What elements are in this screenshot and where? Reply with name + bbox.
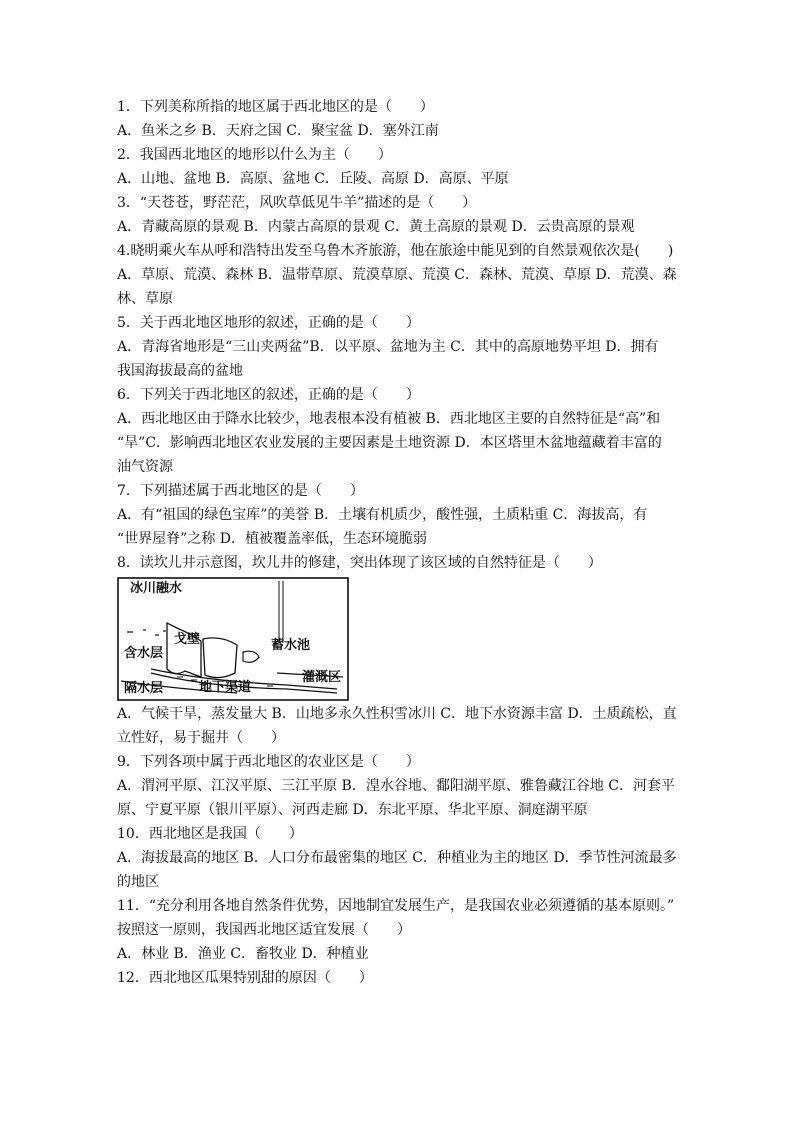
text-line: 油气资源 [117, 459, 173, 475]
text-line: “世界屋脊”之称 D．植被覆盖率低，生态环境脆弱 [117, 531, 427, 547]
text-line: 我国海拔最高的盆地 [117, 363, 243, 379]
label-glacier-meltwater: 冰川融水 [130, 581, 183, 596]
label-aquifer: 含水层 [124, 646, 164, 661]
text-line: 7．下列描述属于西北地区的是（ ） [117, 483, 364, 499]
label-irrigation-area: 灌溉区 [302, 670, 342, 685]
text-line: 10．西北地区是我国（ ） [117, 826, 303, 842]
text-line: 的地区 [117, 874, 159, 890]
text-line: 4.晓明乘火车从呼和浩特出发至乌鲁木齐旅游，他在旅途中能见到的自然景观依次是( ) [117, 243, 674, 259]
text-line: A．渭河平原、江汉平原、三江平原 B．湟水谷地、鄱阳湖平原、雅鲁藏江谷地 C．河套平 [117, 778, 676, 794]
text-line: A．有“祖国的绿色宝库”的美誉 B．土壤有机质少，酸性强，土质粘重 C．海拔高，有 [117, 507, 648, 523]
text-line: 8．读坎儿井示意图，坎儿井的修建，突出体现了该区域的自然特征是（ ） [117, 555, 602, 571]
label-reservoir: 蓄水池 [271, 638, 311, 653]
karez-diagram [117, 577, 349, 702]
text-line: A．鱼米之乡 B．天府之国 C．聚宝盆 D．塞外江南 [117, 123, 439, 139]
text-line: 11．“充分利用各地自然条件优势，因地制宜发展生产，是我国农业必须遵循的基本原则。” [117, 898, 675, 914]
text-line: 按照这一原则，我国西北地区适宜发展（ ） [117, 922, 411, 938]
text-line: 1．下列美称所指的地区属于西北地区的是（ ） [117, 99, 434, 115]
text-line: 6．下列关于西北地区的叙述，正确的是（ ） [117, 387, 420, 403]
text-line: A．山地、盆地 B．高原、盆地 C．丘陵、高原 D．高原、平原 [117, 171, 509, 187]
text-line: 5．关于西北地区地形的叙述，正确的是（ ） [117, 315, 420, 331]
text-line: A．草原、荒漠、森林 B．温带草原、荒漠草原、荒漠 C．森林、荒漠、草原 D．荒漠、森 [117, 267, 677, 283]
text-line: 原、宁夏平原（银川平原）、河西走廊 D．东北平原、华北平原、洞庭湖平原 [117, 802, 588, 818]
questions-part-1 [117, 95, 687, 575]
text-line: 林、草原 [117, 291, 173, 307]
text-line: A．气候干旱，蒸发量大 B．山地多永久性积雪冰川 C．地下水资源丰富 D．土质疏松，直 [117, 706, 677, 722]
text-line: A．海拔最高的地区 B．人口分布最密集的地区 C．种植业为主的地区 D．季节性河流最多 [117, 850, 677, 866]
text-line: “旱”C．影响西北地区农业发展的主要因素是土地资源 D．本区塔里木盆地蕴藏着丰富的 [117, 435, 662, 451]
label-gobi: 戈壁 [174, 632, 201, 647]
text-line: A．青藏高原的景观 B．内蒙古高原的景观 C．黄土高原的景观 D．云贵高原的景观 [117, 219, 635, 235]
text-line: A．青海省地形是“三山夹两盆”B．以平原、盆地为主 C．其中的高原地势平坦 D．拥有 [117, 339, 659, 355]
questions-part-2 [117, 702, 687, 990]
label-aquiclude: 隔水层 [124, 681, 164, 696]
text-line: 9．下列各项中属于西北地区的农业区是（ ） [117, 754, 420, 770]
text-line: A．西北地区由于降水比较少，地表根本没有植被 B．西北地区主要的自然特征是“高”和 [117, 411, 661, 427]
text-line: 2．我国西北地区的地形以什么为主（ ） [117, 147, 392, 163]
text-line: A．林业 B．渔业 C．畜牧业 D．种植业 [117, 946, 369, 962]
text-line: 12．西北地区瓜果特别甜的原因（ ） [117, 970, 373, 986]
text-line: 立性好，易于掘井（ ） [117, 730, 285, 746]
question-content [117, 95, 687, 990]
label-underground-channel: 地下渠道 [199, 680, 252, 695]
text-line: 3．“天苍苍，野茫茫，风吹草低见牛羊”描述的是（ ） [117, 195, 477, 211]
